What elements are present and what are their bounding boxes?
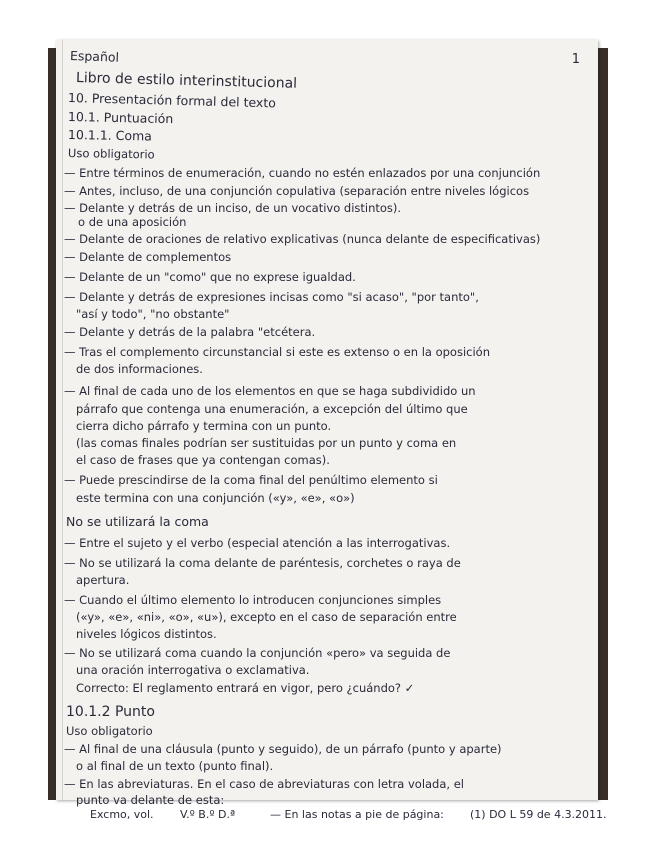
usage-heading: Uso obligatorio: [67, 146, 155, 162]
usage-heading: Uso obligatorio: [66, 724, 153, 738]
note-line: — Delante de oraciones de relativo explicativas (nunca delante de especificativas): [64, 232, 541, 246]
note-line: este termina con una conjunción («y», «e», «o»): [76, 491, 355, 505]
note-line: o al final de un texto (punto final).: [76, 759, 274, 773]
note-line: "así y todo", "no obstante": [76, 307, 230, 321]
note-line: el caso de frases que ya contengan comas).: [76, 453, 330, 467]
note-line: — No se utilizará la coma delante de paréntesis, corchetes o raya de: [64, 556, 461, 570]
book-title: Libro de estilo interinstitucional: [75, 70, 298, 92]
note-line: párrafo que contenga una enumeración, a excepción del último que: [76, 402, 468, 416]
note-line: niveles lógicos distintos.: [76, 627, 217, 641]
note-line: o de una aposición: [78, 215, 187, 229]
note-line: cierra dicho párrafo y termina con un punto.: [76, 419, 332, 433]
subsubsection-heading: 10.1.1. Coma: [67, 127, 153, 144]
note-line: — Tras el complemento circunstancial si este es extenso o en la oposición: [64, 345, 490, 359]
note-line: apertura.: [76, 573, 130, 587]
note-line: una oración interrogativa o exclamativa.: [76, 663, 310, 677]
footnote-example: (1) DO L 59 de 4.3.2011.: [470, 808, 607, 821]
page-number: 1: [571, 52, 580, 67]
section-subheading: No se utilizará la coma: [66, 514, 209, 529]
note-line: — Delante de un "como" que no exprese igualdad.: [64, 270, 356, 284]
note-line: — Puede prescindirse de la coma final del penúltimo elemento si: [64, 473, 438, 487]
notebook-page: [56, 40, 598, 800]
abbreviation-example: V.º B.º D.ª: [180, 808, 236, 821]
note-line: — Delante de complementos: [64, 250, 232, 264]
note-line: («y», «e», «ni», «o», «u»), excepto en el caso de separación entre: [76, 610, 457, 624]
note-line: — Entre términos de enumeración, cuando no estén enlazados por una conjunción: [64, 166, 541, 180]
note-line: — Delante y detrás de expresiones incisas como "si acaso", "por tanto",: [64, 290, 479, 304]
note-line: — Al final de cada uno de los elementos en que se haga subdividido un: [64, 384, 476, 398]
note-line: — No se utilizará coma cuando la conjunción «pero» va seguida de: [64, 646, 451, 660]
note-line: — En las abreviaturas. En el caso de abreviaturas con letra volada, el: [64, 777, 464, 791]
section-heading: 10. Presentación formal del texto: [67, 90, 277, 111]
note-line: Correcto: El reglamento entrará en vigor, pero ¿cuándo? ✓: [76, 681, 415, 695]
subsection-heading: 10.1. Puntuación: [67, 109, 174, 127]
note-line: (las comas finales podrían ser sustituidas por un punto y coma en: [76, 436, 457, 450]
note-line: — Cuando el último elemento lo introducen conjunciones simples: [64, 593, 442, 607]
note-line: — Entre el sujeto y el verbo (especial atención a las interrogativas.: [64, 536, 451, 550]
note-line: punto va delante de esta:: [76, 793, 225, 807]
note-line: — Al final de una cláusula (punto y seguido), de un párrafo (punto y aparte): [64, 742, 502, 756]
note-line: — Delante y detrás de la palabra "etcétera.: [64, 325, 316, 339]
note-line: — En las notas a pie de página:: [270, 808, 444, 821]
language-heading: Español: [69, 48, 120, 65]
abbreviation-example: Excmo, vol.: [90, 808, 154, 821]
punto-heading: 10.1.2 Punto: [66, 704, 155, 720]
note-line: — Delante y detrás de un inciso, de un vocativo distintos).: [64, 201, 402, 215]
note-line: — Antes, incluso, de una conjunción copulativa (separación entre niveles lógicos: [64, 184, 530, 198]
note-line: de dos informaciones.: [76, 362, 203, 376]
page-margin-line: [62, 40, 63, 800]
